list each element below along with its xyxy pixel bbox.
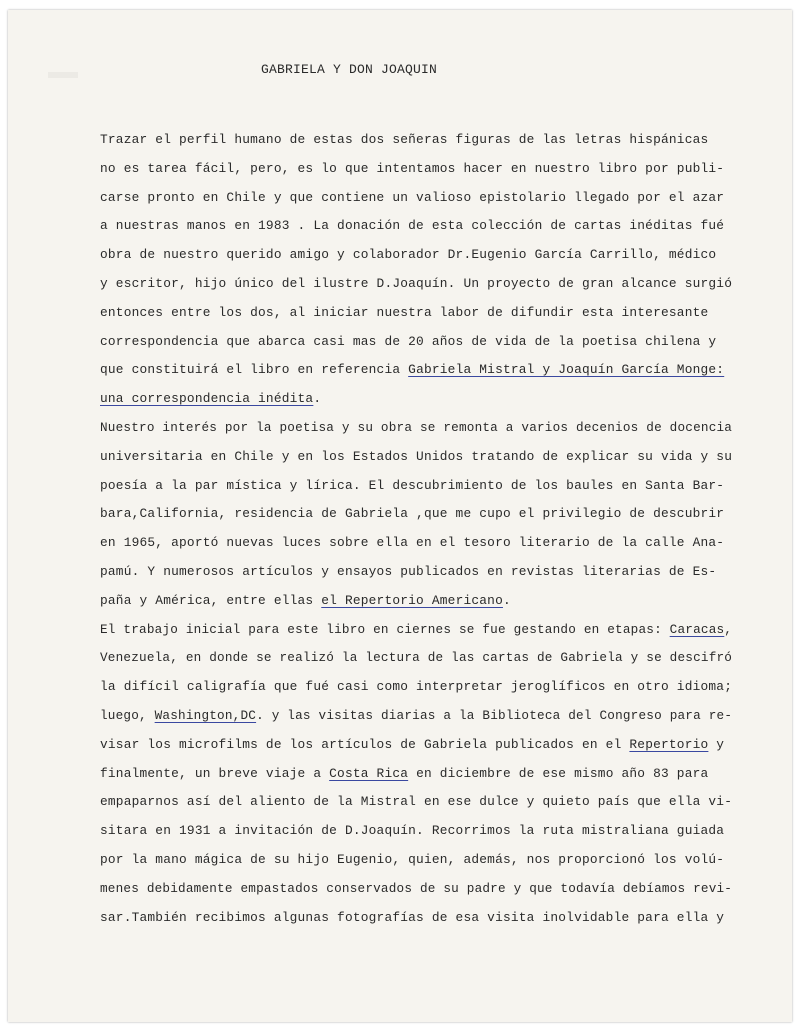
text-segment: entonces entre los dos, al iniciar nuestra labor de difundir esta interesante: [100, 304, 709, 320]
text-segment: sitara en 1931 a invitación de D.Joaquín. Recorrimos la ruta mistraliana guiada: [100, 823, 725, 839]
underlined-title: Gabriela Mistral y Joaquín García Monge:: [408, 362, 725, 378]
text-line: [100, 385, 732, 414]
text-line: [100, 731, 732, 760]
text-segment: obra de nuestro querido amigo y colaborador Dr.Eugenio García Carrillo, médico: [100, 247, 717, 263]
text-line: [100, 500, 732, 529]
text-line: [100, 875, 733, 904]
text-line: [100, 155, 732, 184]
underlined-title: una correspondencia inédita: [100, 391, 314, 407]
text-segment: universitaria en Chile y en los Estados Unidos tratando de explicar su vida y su: [100, 448, 733, 464]
text-segment: Trazar el perfil humano de estas dos señeras figuras de las letras hispánicas: [100, 132, 709, 147]
text-segment: Venezuela, en donde se realizó la lectura de las cartas de Gabriela y se descifró: [100, 650, 733, 666]
underlined-title: el Repertorio Americano: [321, 592, 503, 608]
underlined-title: Costa Rica: [329, 765, 409, 781]
document-body: [100, 126, 740, 932]
text-line: [100, 212, 732, 241]
text-line: [100, 299, 732, 328]
text-segment: luego,: [100, 707, 155, 723]
text-segment: paña y América, entre ellas: [100, 592, 322, 608]
text-segment: poesía a la par mística y lírica. El descubrimiento de los baules en Santa Bar-: [100, 477, 725, 493]
text-segment: en 1965, aportó nuevas luces sobre ella en el tesoro literario de la calle Ana-: [100, 535, 725, 551]
text-line: [100, 126, 732, 155]
text-line: [100, 587, 732, 616]
text-segment: y: [708, 736, 725, 752]
text-segment: . y las visitas diarias a la Biblioteca del Congreso para re-: [256, 707, 733, 723]
document-page: [8, 10, 792, 1022]
text-line: [100, 788, 732, 817]
margin-smudge: [48, 72, 78, 78]
text-segment: no es tarea fácil, pero, es lo que intentamos hacer en nuestro libro por publi-: [100, 160, 725, 176]
text-segment: .: [502, 592, 511, 608]
text-segment: bara,California, residencia de Gabriela ,que me cupo el privilegio de descubrir: [100, 506, 725, 522]
text-segment: correspondencia que abarca casi mas de 20 años de vida de la poetisa chilena y: [100, 333, 717, 349]
text-line: [100, 443, 732, 472]
text-line: [100, 673, 732, 702]
underlined-title: Caracas: [669, 621, 725, 637]
text-line: [100, 644, 733, 673]
text-segment: Nuestro interés por la poetisa y su obra se remonta a varios decenios de docencia: [100, 419, 733, 435]
text-segment: y escritor, hijo único del ilustre D.Joaquín. Un proyecto de gran alcance surgió: [100, 275, 733, 291]
text-segment: empaparnos así del aliento de la Mistral en ese dulce y quieto país que ella vi-: [100, 794, 733, 810]
text-segment: por la mano mágica de su hijo Eugenio, quien, además, nos proporcionó los volú-: [100, 851, 725, 867]
text-segment: ,: [724, 621, 733, 637]
text-line: [100, 356, 732, 385]
text-line: [100, 616, 733, 645]
text-segment: .: [313, 391, 322, 407]
text-line: [100, 817, 732, 846]
text-line: [100, 270, 732, 299]
text-line: [100, 558, 732, 587]
text-segment: menes debidamente empastados conservados de su padre y que todavía debíamos revi-: [100, 880, 733, 896]
text-segment: visar los microfilms de los artículos de Gabriela publicados en el: [100, 736, 630, 752]
text-line: [100, 529, 732, 558]
document-title: GABRIELA Y DON JOAQUIN: [261, 62, 438, 77]
text-line: [100, 328, 732, 357]
text-line: [100, 904, 732, 933]
underlined-title: Repertorio: [629, 736, 709, 752]
text-segment: finalmente, un breve viaje a: [100, 765, 330, 781]
text-line: [100, 414, 733, 443]
underlined-title: Washington,DC: [154, 707, 257, 723]
text-segment: sar.También recibimos algunas fotografías de esa visita inolvidable para ella y: [100, 909, 725, 925]
text-segment: en diciembre de ese mismo año 83 para: [408, 765, 709, 781]
text-line: [100, 702, 733, 731]
text-line: [100, 760, 732, 789]
text-segment: carse pronto en Chile y que contiene un valioso epistolario llegado por el azar: [100, 189, 725, 205]
text-segment: a nuestras manos en 1983 . La donación de esta colección de cartas inéditas fué: [100, 218, 725, 234]
text-line: [100, 846, 732, 875]
text-line: [100, 241, 732, 270]
text-line: [100, 472, 732, 501]
text-segment: que constituirá el libro en referencia: [100, 362, 409, 378]
text-segment: la difícil caligrafía que fué casi como interpretar jeroglíficos en otro idioma;: [100, 679, 733, 695]
text-line: [100, 184, 732, 213]
text-segment: El trabajo inicial para este libro en ciernes se fue gestando en etapas:: [100, 621, 670, 637]
text-segment: pamú. Y numerosos artículos y ensayos publicados en revistas literarias de Es-: [100, 563, 717, 579]
